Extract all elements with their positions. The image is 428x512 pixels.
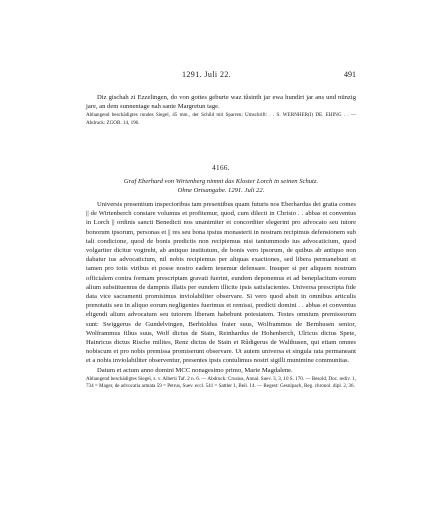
header-date: 1291. Juli 22. bbox=[182, 70, 232, 79]
document-notes: Abhangend beschädigtes Siegel, s. v. Alberti Taf. 2 n. 6. — Abdruck: Crusius, Annal. Suev. 3, 3, 10 S. 170. — Besold, Doc. rediv. 1, 734 = Mager, de advocatia armata 59 = Petrus, Suev. eccl. 541 = Sattler 1, Beil. 14. — Regest: Gesnipach, Reg. chronol. dipl. 2, 36. bbox=[86, 375, 356, 390]
document-body: Universis presentium inspectoribus tam presentibus quam futuris nos Eberhardus dei gratia comes || de Wirtenberch constare volumus et profitemur, quod, cum dilecti in Christo . . abbas et conventus in Lorch || ordinis sancti Benedicti nos unanimiter et concorditer elegerint pro advocato seu tutore bonorum ipsorum, personas et || res seu bona ipsius monasterii in nostram recipimus defensionem sub tali condicione, quod de bonis predictis non recipiemus nisi tantummodo ius advocaticium, quod volgariter dicitur vogtreht, ab antiquo institutum, de bonis vero ipsorum, de quibus ab antiquo non dabatur ius advocaticium, nil nobis recipiemus per aliquas exactiones, sed libera permanebunt et tamen pro totis viribus et posse nostro eadem tenemur defensare. Insuper si per aliquem nostrum officialem contra formam prescriptam gravati fuerint, eundem deponemus et ad beneplacitum eorum alium substituemus de dampnis illatis per eundem illicite ipsis satisfacientes. Universa prescripta fide data vice sacramenti promisimus inviolabiliter observare. Si vero quod absit in omnibus articulis prenotatis seu in aliquo eorum negligentes fuerimus et remissi, predicti domini . . abbas et conventus eligendi alium advocatum seu tutorem liberam habebunt potestatem. Testes omnium premissorum sunt: Swiggerus de Gundelvingen, Berhtoldus frater suus, Wolframmus de Bernhusen senior, Wolframmus filius suus, Wolf dictus de Stain, Reinhardus de Hohenberch, Ulricus dictus Spete, Hainricus dictus Rische milites, Renz dictus de Stain et Rûdigerus de Walthusen, qui etiam omnes nobiscum et pro nobis premissa promiserunt observare. Ut autem universa et singula rata permaneant et a nobis inviolabiliter observentur, presentes ipsis contulimus nostri sigilli munimine communitas. bbox=[86, 201, 356, 365]
document-heading bbox=[86, 164, 356, 196]
document-place-date: Ohne Ortsangabe. 1291. Juli 22. bbox=[177, 187, 265, 195]
previous-document-text: Diz gischah zi Ezzelingen, do von gottes geburte waz tûsinth jar ewa hundirt jar ans und nünzig jare, an dem sunnentage nah sante Margretun tage. bbox=[86, 94, 356, 111]
document-number: 4166. bbox=[212, 164, 230, 172]
document-datum: Datum et actum anno domini MCC nonagesimo primo, Marie Magdalene. bbox=[97, 366, 293, 374]
page-number: 491 bbox=[344, 70, 356, 79]
running-header bbox=[86, 70, 356, 82]
previous-document-note: Abhangend beschädigtes rundes Siegel, 45 mm., der Schild mit Sparren; Umschrift: . . S. WERNHER(I) DE. EHING . . — Abdruck: ZGOR. 14, 196. bbox=[86, 112, 356, 126]
previous-document-ending bbox=[86, 93, 356, 127]
document-body-block bbox=[86, 200, 356, 390]
document-title: Graf Eberhard von Wirtenberg nimmt das Kloster Lorch in seinen Schutz. bbox=[123, 178, 319, 186]
